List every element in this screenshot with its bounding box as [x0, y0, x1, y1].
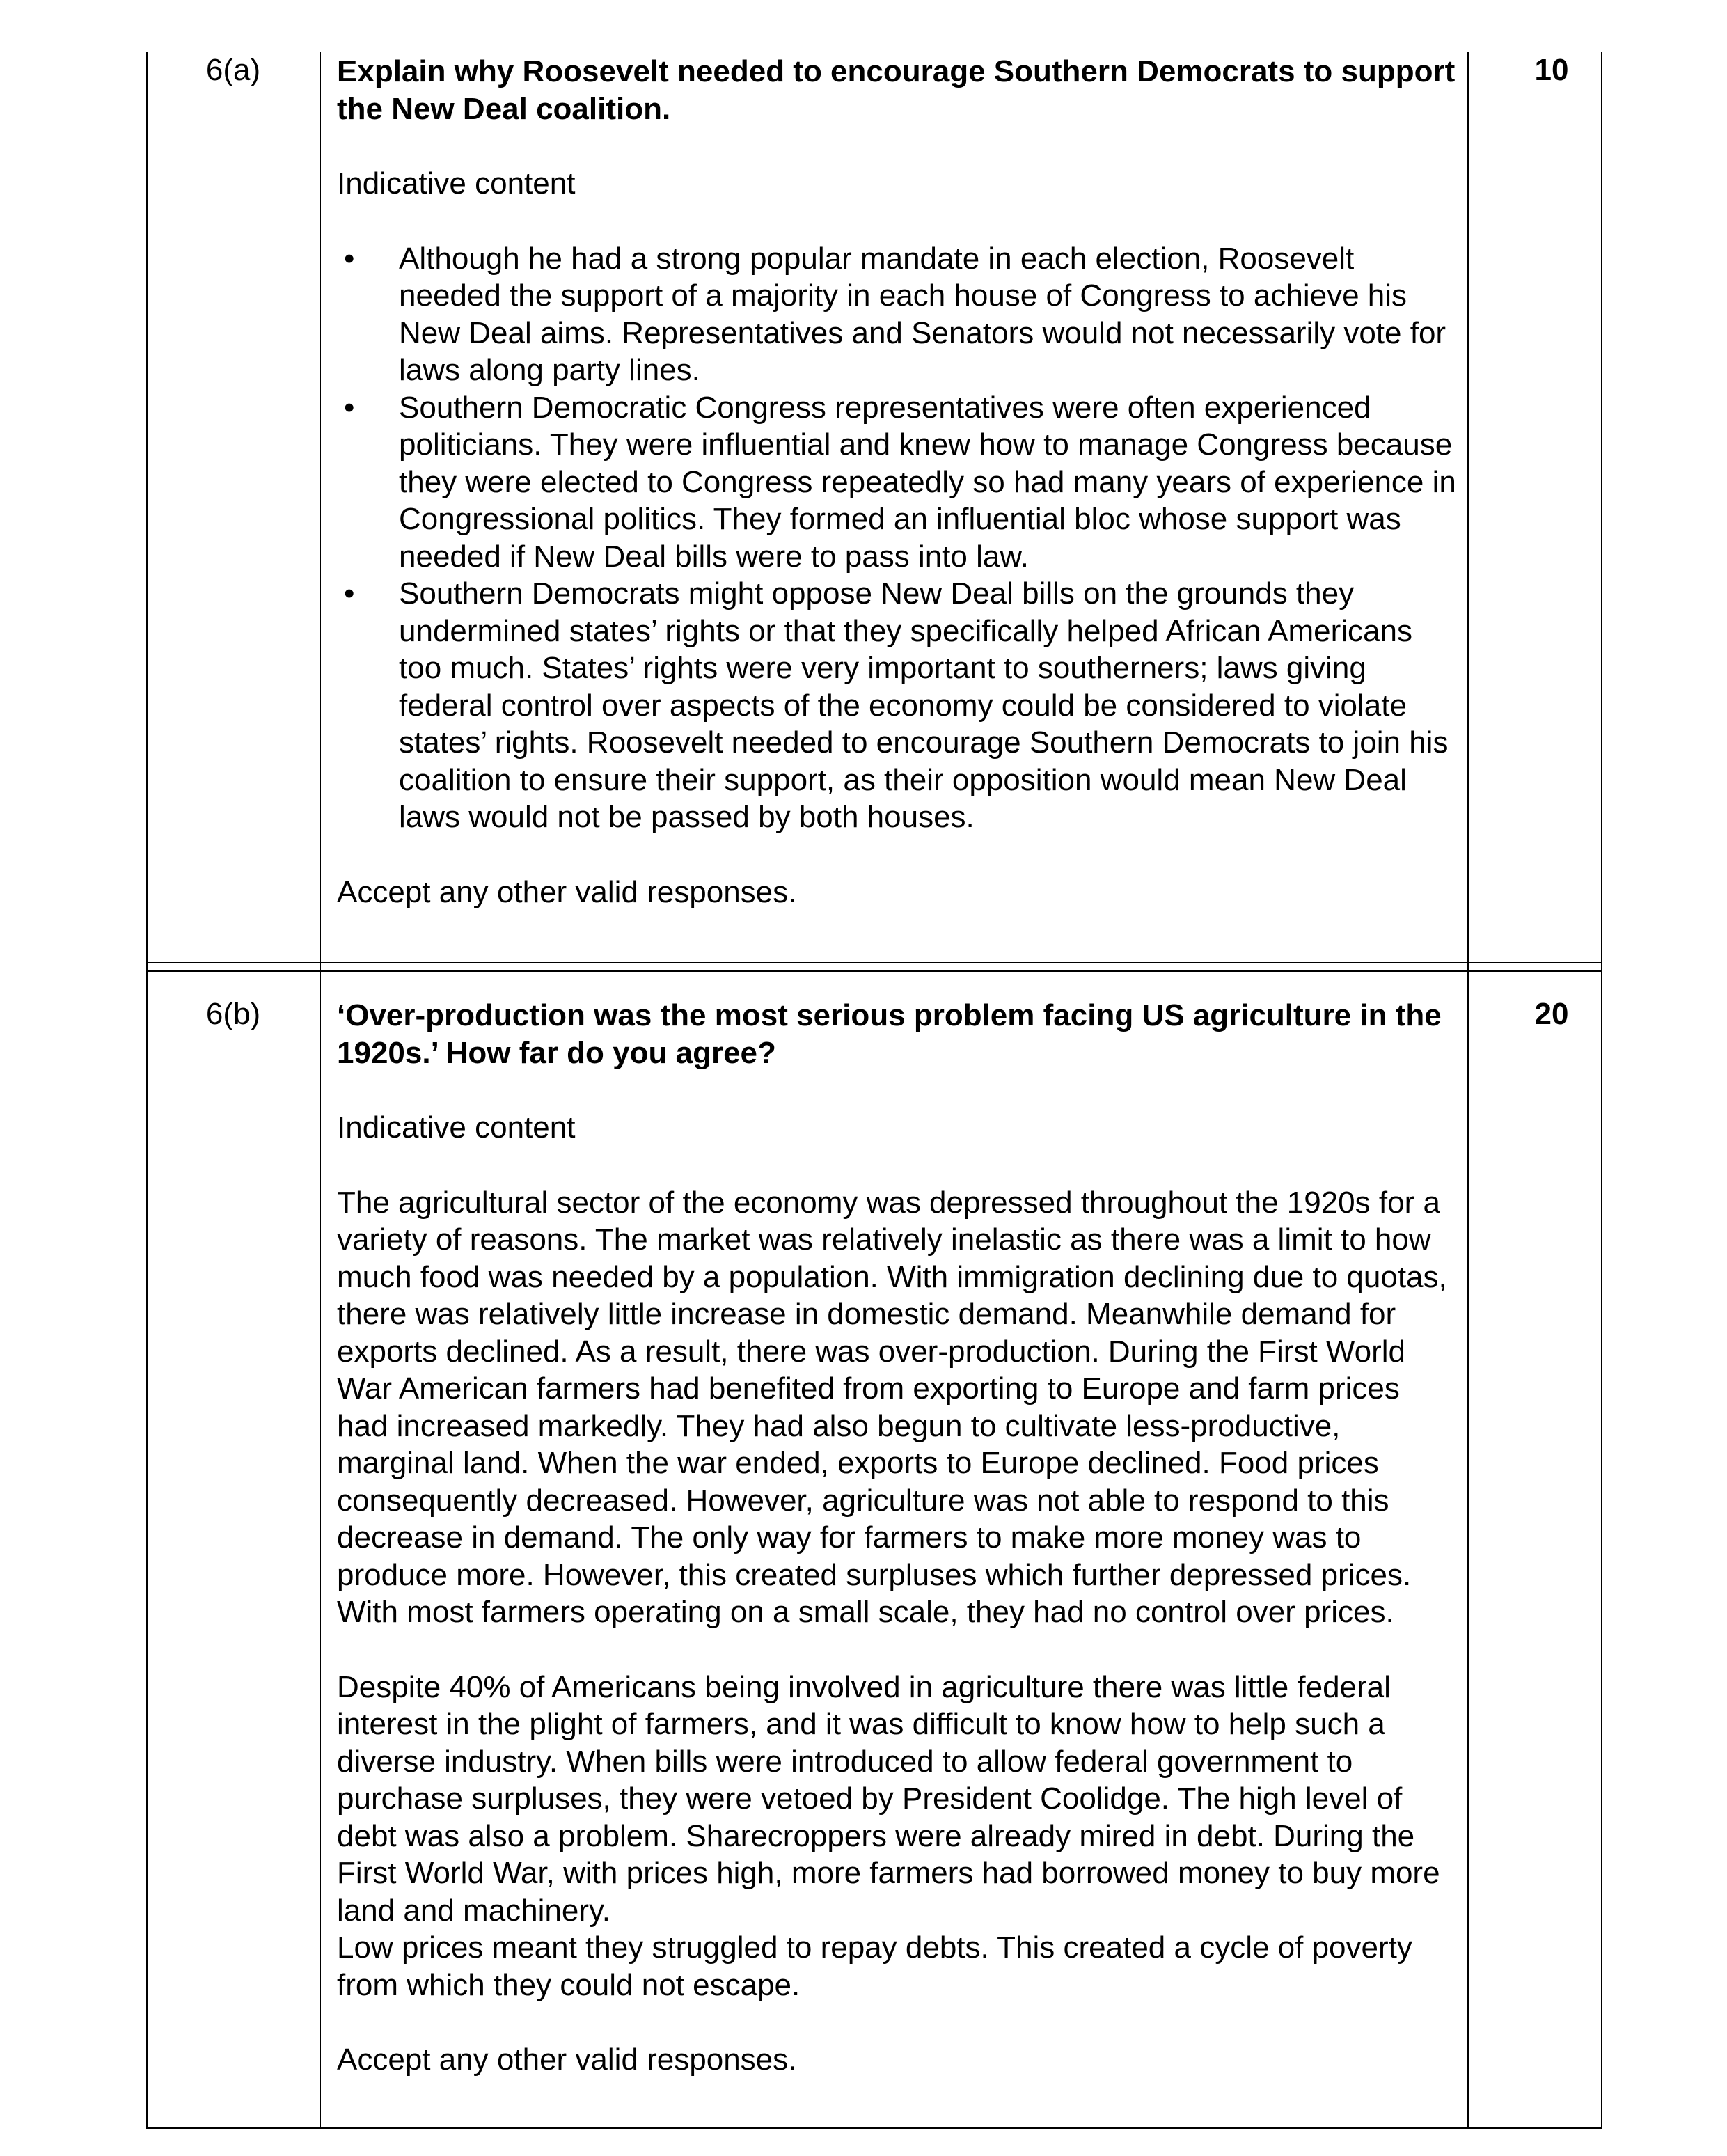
indicative-content-heading: Indicative content — [337, 166, 576, 200]
question-number: 6(a) — [205, 53, 261, 87]
closing-note: Accept any other valid responses. — [337, 874, 797, 909]
table-border-bottom — [146, 2127, 1602, 2129]
paragraph: Despite 40% of Americans being involved in agriculture there was little federal interest in the plight of farmers, and it was difficult to know how to help such a diverse industry. When bills were introduced to allow federal government to purchase surpluses, they were vetoed by President Coolidge. The high level of debt was also a problem. Sharecroppers were already mired in debt. During the First World War, with prices high, more farmers had borrowed money to buy more land and machinery. — [337, 1669, 1440, 1928]
list-item: • Southern Democratic Congress representatives were often experienced politicians. They were influential and knew how to manage Congress because they were elected to Congress repeatedly so had many years of experience in Congressional politics. They formed an influential bloc whose support was needed if New Deal bills were to pass into law. — [344, 390, 1456, 574]
table-border-right — [1601, 52, 1602, 2129]
indicative-content-heading: Indicative content — [337, 1110, 576, 1144]
question-text: ‘Over-production was the most serious problem facing US agriculture in the 1920s.’ How far do you agree? — [337, 998, 1442, 1070]
marks-value: 20 — [1534, 997, 1569, 1031]
answer-content-6b — [337, 997, 1458, 2079]
row-separator-top — [146, 962, 1602, 963]
bullet-icon: • — [344, 390, 355, 425]
question-text: Explain why Roosevelt needed to encourage Southern Democrats to support the New Deal coalition. — [337, 54, 1456, 126]
column-divider-marks — [1467, 52, 1469, 2129]
bullet-icon: • — [344, 576, 355, 611]
question-number: 6(b) — [205, 997, 261, 1031]
paragraph: The agricultural sector of the economy was depressed throughout the 1920s for a variety of reasons. The market was relatively inelastic as there was a limit to how much food was needed by a population. With immigration declining due to quotas, there was relatively little increase in domestic demand. Meanwhile demand for exports declined. As a result, there was over-production. During the First World War American farmers had benefited from exporting to Europe and farm prices had increased markedly. They had also begun to cultivate less-productive, marginal land. When the war ended, exports to Europe declined. Food prices consequently decreased. However, agriculture was not able to respond to this decrease in demand. The only way for farmers to make more money was to produce more. However, this created surpluses which further depressed prices. With most farmers operating on a small scale, they had no control over prices. — [337, 1185, 1447, 1629]
paragraph: Low prices meant they struggled to repay debts. This created a cycle of poverty from which they could not escape. — [337, 1930, 1412, 2002]
table-border-left — [146, 52, 148, 2129]
list-item: • Southern Democrats might oppose New Deal bills on the grounds they undermined states’ rights or that they specifically helped African Americans too much. States’ rights were very important to southerners; laws giving federal control over aspects of the economy could be considered to violate states’ rights. Roosevelt needed to encourage Southern Democrats to join his coalition to ensure their support, as their opposition would mean New Deal laws would not be passed by both houses. — [344, 576, 1449, 834]
marks-value: 10 — [1534, 53, 1569, 87]
bullet-list — [337, 240, 1458, 836]
bullet-icon: • — [344, 241, 355, 276]
column-divider-number — [320, 52, 321, 2129]
answer-content-6a — [337, 53, 1458, 911]
closing-note: Accept any other valid responses. — [337, 2043, 797, 2077]
list-item: • Although he had a strong popular mandate in each election, Roosevelt needed the support of a majority in each house of Congress to achieve his New Deal aims. Representatives and Senators would not necessarily vote for laws along party lines. — [344, 241, 1446, 387]
row-separator-bottom — [146, 970, 1602, 972]
